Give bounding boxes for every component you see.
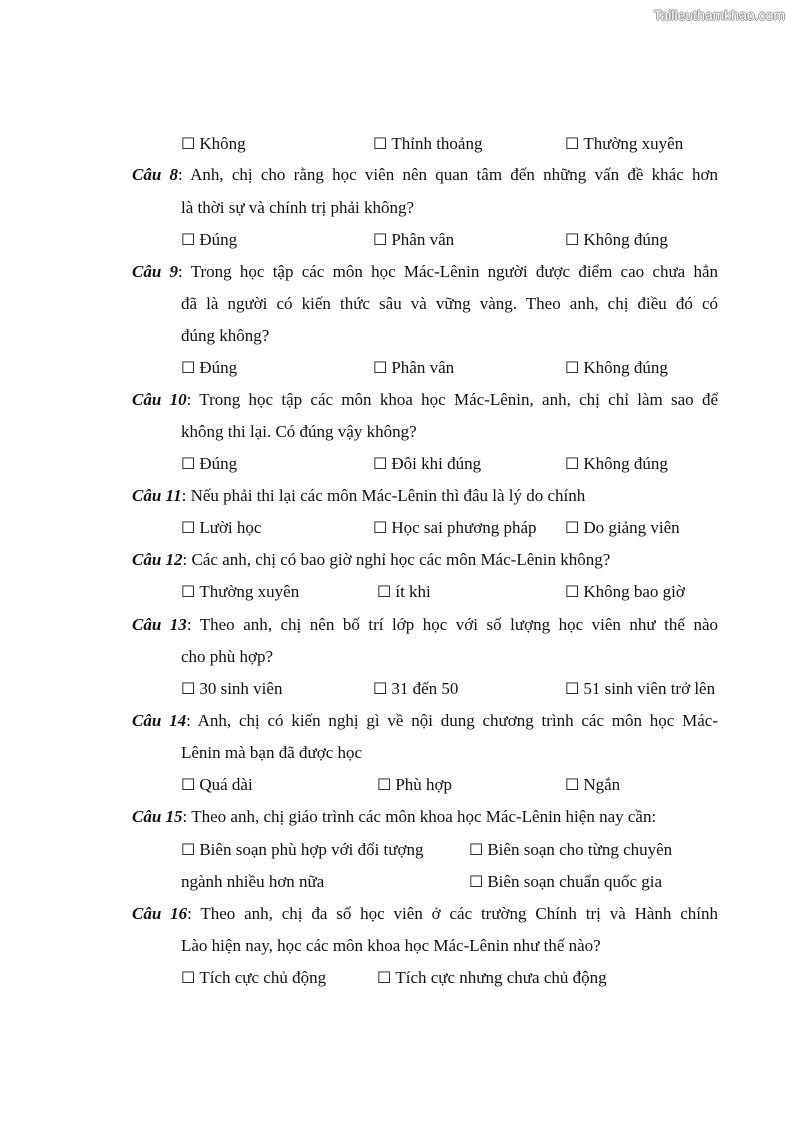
question-9-text-cont2: đúng không?	[181, 326, 270, 345]
checkbox-icon[interactable]: ☐	[181, 679, 196, 698]
option-q13-1[interactable]: ☐ 30 sinh viên	[181, 679, 283, 698]
question-14-text: Câu 14: Anh, chị có kiến nghị gì về nội dung chương trình các môn học Mác-	[132, 711, 718, 730]
checkbox-icon[interactable]: ☐	[373, 679, 388, 698]
option-q11-3[interactable]: ☐ Do giảng viên	[565, 518, 680, 537]
option-q15-2-cont: ngành nhiều hơn nữa	[181, 872, 325, 891]
option-q11-1[interactable]: ☐ Lười học	[181, 518, 262, 537]
question-11-text: Câu 11: Nếu phải thi lại các môn Mác-Lênin thì đâu là lý do chính	[132, 486, 586, 505]
option-q10-3[interactable]: ☐ Không đúng	[565, 454, 668, 473]
question-16-text-cont: Lào hiện nay, học các môn khoa học Mác-Lênin như thế nào?	[181, 936, 601, 955]
checkbox-icon[interactable]: ☐	[565, 679, 580, 698]
option-q15-3[interactable]: ☐ Biên soạn chuẩn quốc gia	[469, 872, 663, 891]
checkbox-icon[interactable]: ☐	[565, 582, 580, 601]
checkbox-icon[interactable]: ☐	[181, 775, 196, 794]
option-q7-2[interactable]: ☐ Thỉnh thoảng	[373, 134, 483, 153]
question-15-text: Câu 15: Theo anh, chị giáo trình các môn khoa học Mác-Lênin hiện nay cần:	[132, 807, 657, 826]
question-12-text: Câu 12: Các anh, chị có bao giờ nghỉ học các môn Mác-Lênin không?	[132, 550, 611, 569]
checkbox-icon[interactable]: ☐	[565, 454, 580, 473]
question-9-text-cont: đã là người có kiến thức sâu và vững vàng. Theo anh, chị điều đó có	[181, 294, 718, 313]
checkbox-icon[interactable]: ☐	[181, 582, 196, 601]
option-q12-2[interactable]: ☐ ít khi	[377, 582, 431, 601]
checkbox-icon[interactable]: ☐	[377, 582, 392, 601]
option-q12-1[interactable]: ☐ Thường xuyên	[181, 582, 300, 601]
option-q10-1[interactable]: ☐ Đúng	[181, 454, 238, 473]
option-q7-1[interactable]: ☐ Không	[181, 134, 246, 153]
question-10-text-cont: không thi lại. Có đúng vậy không?	[181, 422, 417, 441]
option-q16-2[interactable]: ☐ Tích cực nhưng chưa chủ động	[377, 968, 607, 987]
option-q9-1[interactable]: ☐ Đúng	[181, 358, 238, 377]
option-q8-2[interactable]: ☐ Phân vân	[373, 230, 455, 249]
option-q12-3[interactable]: ☐ Không bao giờ	[565, 582, 685, 601]
checkbox-icon[interactable]: ☐	[181, 134, 196, 153]
question-8-text-cont: là thời sự và chính trị phải không?	[181, 198, 415, 217]
checkbox-icon[interactable]: ☐	[181, 358, 196, 377]
checkbox-icon[interactable]: ☐	[373, 454, 388, 473]
option-q8-3[interactable]: ☐ Không đúng	[565, 230, 668, 249]
question-10-text: Câu 10: Trong học tập các môn khoa học Mác-Lênin, anh, chị chỉ làm sao để	[132, 390, 718, 409]
checkbox-icon[interactable]: ☐	[181, 454, 196, 473]
option-q14-1[interactable]: ☐ Quá dài	[181, 775, 253, 794]
checkbox-icon[interactable]: ☐	[181, 840, 196, 859]
option-q15-2[interactable]: ☐ Biên soạn cho từng chuyên	[469, 840, 673, 859]
checkbox-icon[interactable]: ☐	[377, 775, 392, 794]
option-q13-2[interactable]: ☐ 31 đến 50	[373, 679, 459, 698]
checkbox-icon[interactable]: ☐	[565, 358, 580, 377]
checkbox-icon[interactable]: ☐	[565, 230, 580, 249]
option-q11-2[interactable]: ☐ Học sai phương pháp	[373, 518, 537, 537]
checkbox-icon[interactable]: ☐	[469, 872, 484, 891]
checkbox-icon[interactable]: ☐	[181, 518, 196, 537]
question-13-text-cont: cho phù hợp?	[181, 647, 274, 666]
option-q9-2[interactable]: ☐ Phân vân	[373, 358, 455, 377]
checkbox-icon[interactable]: ☐	[373, 134, 388, 153]
option-q13-3[interactable]: ☐ 51 sinh viên trở lên	[565, 679, 716, 698]
checkbox-icon[interactable]: ☐	[469, 840, 484, 859]
checkbox-icon[interactable]: ☐	[565, 134, 580, 153]
option-q14-3[interactable]: ☐ Ngắn	[565, 775, 621, 794]
option-q15-1[interactable]: ☐ Biên soạn phù hợp với đối tượng	[181, 840, 424, 859]
question-13-text: Câu 13: Theo anh, chị nên bố trí lớp học với số lượng học viên như thế nào	[132, 615, 718, 634]
option-q10-2[interactable]: ☐ Đôi khi đúng	[373, 454, 482, 473]
question-8-text: Câu 8: Anh, chị cho rằng học viên nên quan tâm đến những vấn đề khác hơn	[132, 165, 718, 184]
option-q14-2[interactable]: ☐ Phù hợp	[377, 775, 453, 794]
checkbox-icon[interactable]: ☐	[373, 230, 388, 249]
question-9-text: Câu 9: Trong học tập các môn học Mác-Lênin người được điểm cao chưa hẳn	[132, 262, 718, 281]
checkbox-icon[interactable]: ☐	[565, 518, 580, 537]
checkbox-icon[interactable]: ☐	[373, 358, 388, 377]
option-q16-1[interactable]: ☐ Tích cực chủ động	[181, 968, 327, 987]
option-q8-1[interactable]: ☐ Đúng	[181, 230, 238, 249]
checkbox-icon[interactable]: ☐	[377, 968, 392, 987]
watermark: Tailieuthamkhao.com	[653, 7, 785, 23]
checkbox-icon[interactable]: ☐	[373, 518, 388, 537]
option-q9-3[interactable]: ☐ Không đúng	[565, 358, 668, 377]
checkbox-icon[interactable]: ☐	[565, 775, 580, 794]
checkbox-icon[interactable]: ☐	[181, 230, 196, 249]
question-14-text-cont: Lênin mà bạn đã được học	[181, 743, 363, 762]
option-q7-3[interactable]: ☐ Thường xuyên	[565, 134, 684, 153]
question-16-text: Câu 16: Theo anh, chị đa số học viên ở các trường Chính trị và Hành chính	[132, 904, 718, 923]
checkbox-icon[interactable]: ☐	[181, 968, 196, 987]
